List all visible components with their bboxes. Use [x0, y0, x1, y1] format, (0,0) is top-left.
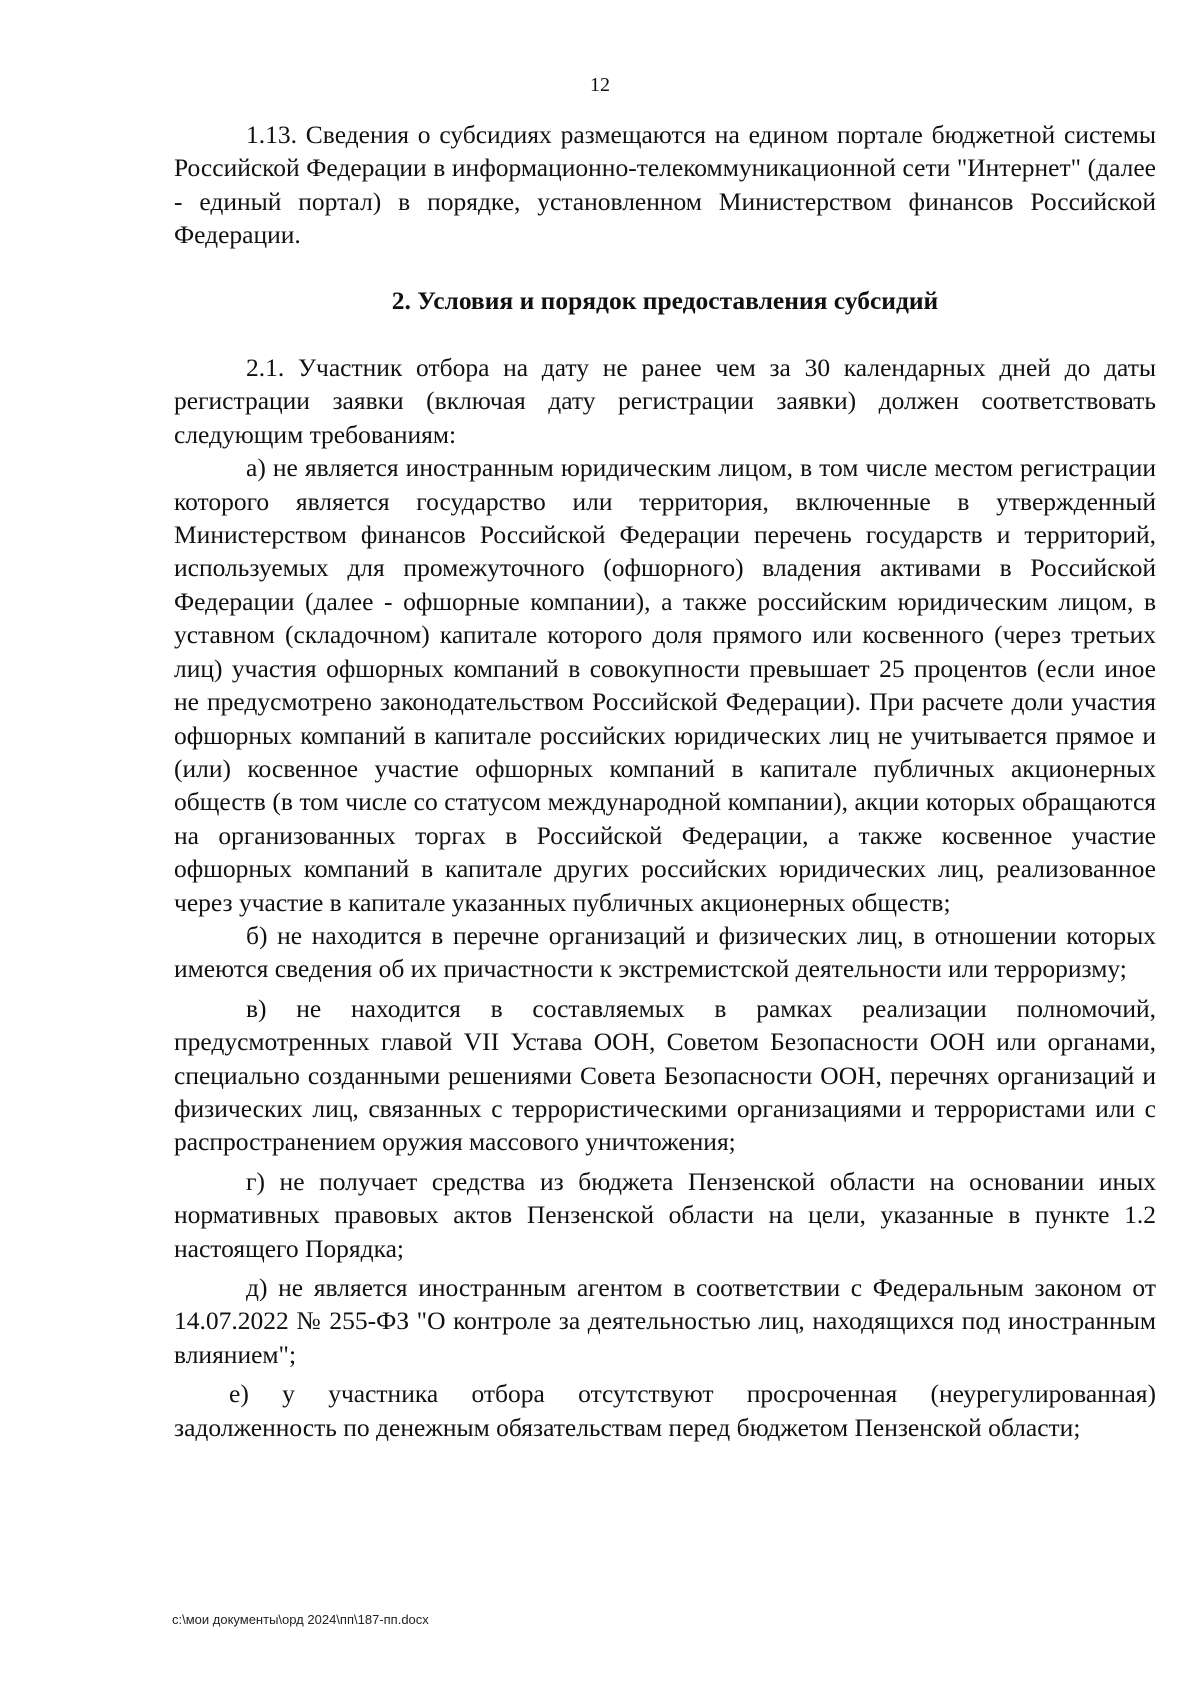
paragraph-1-13: 1.13. Сведения о субсидиях размещаются на едином портале бюджетной системы Российской Федерации в информационно-телекоммуникационной сети "Интернет" (далее - единый портал) в порядке, установленном Министерством финансов Российской Федерации.	[174, 120, 1156, 250]
list-item-d: д) не является иностранным агентом в соответствии с Федеральным законом от 14.07.2022 № 255-ФЗ "О контроле за деятельностью лиц, находящихся под иностранным влиянием";	[174, 1273, 1156, 1369]
list-item-a: а) не является иностранным юридическим лицом, в том числе местом регистрации которого является государство или территория, включенные в утвержденный Министерством финансов Российской Федерации перечень государств и территорий, используемых для промежуточного (офшорного) владения активами в Российской Федерации (далее - офшорные компании), а также российским юридическим лицом, в уставном (складочном) капитале которого доля прямого или косвенного (через третьих лиц) участия офшорных компаний в совокупности превышает 25 процентов (если иное не предусмотрено законодательством Российской Федерации). При расчете доли участия офшорных компаний в капитале российских юридических лиц не учитывается прямое и (или) косвенное участие офшорных компаний в капитале публичных акционерных обществ (в том числе со статусом международной компании), акции которых обращаются на организованных торгах в Российской Федерации, а также косвенное участие офшорных компаний в капитале других российских юридических лиц, реализованное через участие в капитале указанных публичных акционерных обществ;	[174, 453, 1156, 917]
footer-file-path: c:\мои документы\орд 2024\пп\187-пп.docx	[172, 1612, 429, 1627]
paragraph-2-1: 2.1. Участник отбора на дату не ранее чем за 30 календарных дней до даты регистрации заявки (включая дату регистрации заявки) должен соответствовать следующим требованиям:	[174, 353, 1156, 449]
section-heading-2: 2. Условия и порядок предоставления субсидий	[391, 285, 939, 315]
page-number: 12	[590, 74, 610, 96]
list-item-g: г) не получает средства из бюджета Пензенской области на основании иных нормативных правовых актов Пензенской области на цели, указанные в пункте 1.2 настоящего Порядка;	[174, 1166, 1156, 1263]
list-item-e: е) у участника отбора отсутствуют просроченная (неурегулированная) задолженность по денежным обязательствам перед бюджетом Пензенской области;	[174, 1379, 1156, 1442]
list-item-b: б) не находится в перечне организаций и физических лиц, в отношении которых имеются сведения об их причастности к экстремистской деятельности или терроризму;	[174, 920, 1156, 984]
document-body	[174, 118, 1156, 1444]
list-item-v: в) не находится в составляемых в рамках реализации полномочий, предусмотренных главой VII Устава ООН, Советом Безопасности ООН или органами, специально созданными решениями Совета Безопасности ООН, перечнях организаций и физических лиц, связанных с террористическими организациями и террористами или с распространением оружия массового уничтожения;	[174, 993, 1156, 1157]
